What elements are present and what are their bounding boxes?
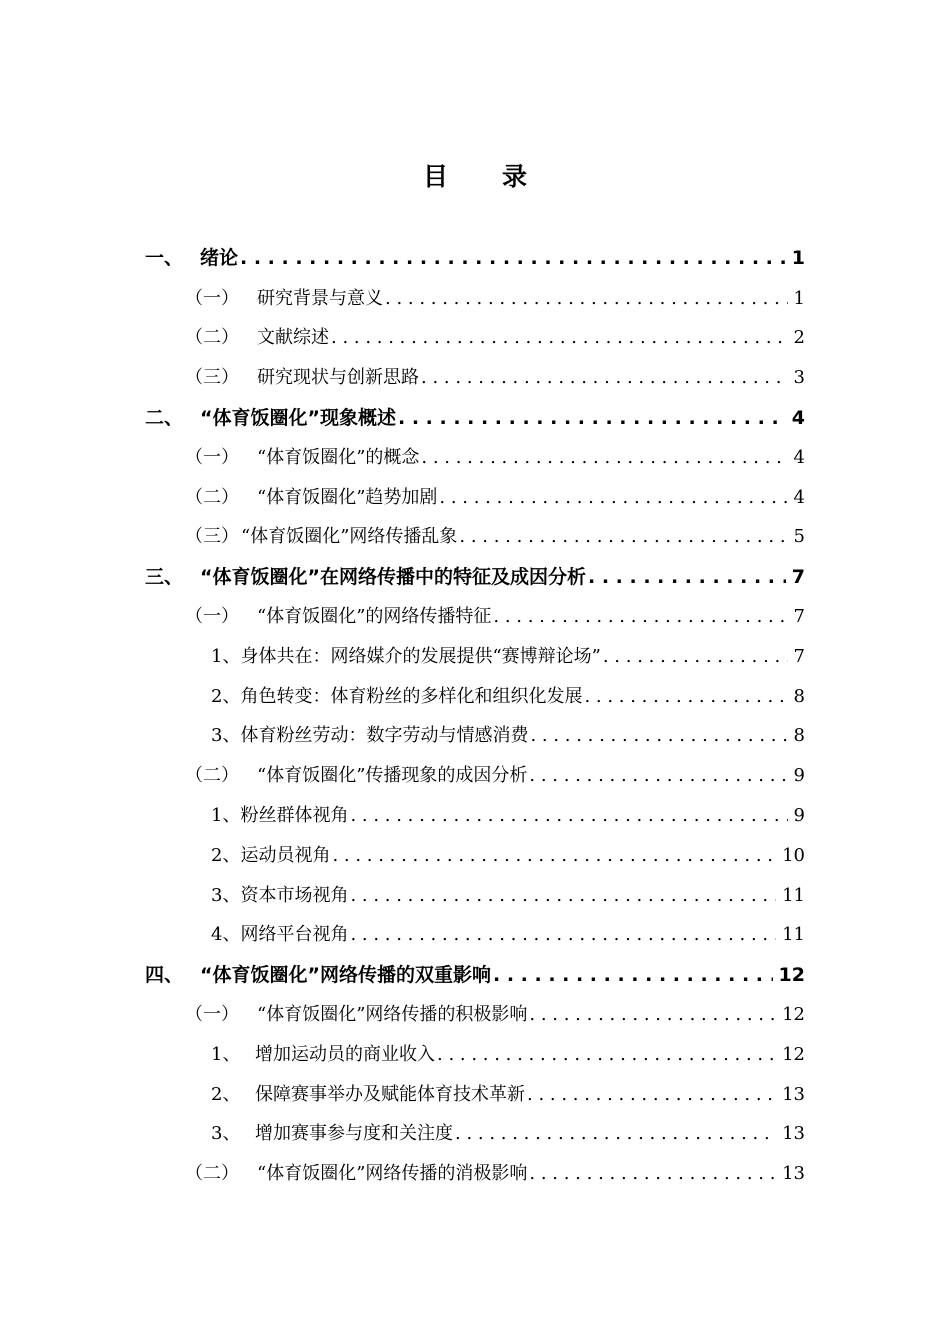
- toc-entry[interactable]: [0, 555, 950, 595]
- toc-entry-page-number: 8: [793, 725, 805, 747]
- toc-entry-page-number: 2: [793, 327, 805, 349]
- toc-entry-label: 增加运动员的商业收入: [255, 1043, 435, 1065]
- toc-entry-page-number: 8: [793, 685, 805, 707]
- toc-entry[interactable]: [0, 1073, 950, 1113]
- toc-entry-number: （一）: [185, 1004, 239, 1026]
- toc-dot-leader: [603, 646, 788, 667]
- toc-dot-leader: [493, 606, 787, 627]
- toc-entry-content: [185, 483, 805, 509]
- toc-dot-leader: [530, 725, 787, 746]
- toc-entry-label: 保障赛事举办及赋能体育技术革新: [255, 1083, 525, 1105]
- toc-entry[interactable]: [0, 1152, 950, 1192]
- toc-entry-label: 绪论: [200, 247, 239, 270]
- toc-entry-label: 研究现状与创新思路: [257, 367, 419, 389]
- toc-entry-number: 1、: [211, 1043, 241, 1065]
- toc-entry-page-number: 12: [778, 963, 805, 986]
- toc-dot-leader: [421, 367, 788, 388]
- toc-entry[interactable]: [0, 436, 950, 476]
- toc-entry[interactable]: [0, 317, 950, 357]
- toc-entry-label: 角色转变：体育粉丝的多样化和组织化发展: [240, 685, 583, 707]
- toc-entry[interactable]: [0, 277, 950, 317]
- toc-entry-label: 身体共在：网络媒介的发展提供“赛博辩论场”: [240, 645, 601, 667]
- toc-entry-content: [211, 841, 805, 867]
- toc-entry-number: （二）: [185, 765, 239, 787]
- toc-entry-content: [185, 443, 805, 469]
- toc-entry-label: “体育饭圈化”网络传播的双重影响: [200, 963, 491, 986]
- toc-entry[interactable]: [0, 1113, 950, 1153]
- toc-entry[interactable]: [0, 595, 950, 635]
- toc-dot-leader: [385, 288, 788, 309]
- toc-dot-leader: [584, 686, 787, 707]
- toc-entry-number: 2、: [211, 844, 241, 866]
- toc-dot-leader: [350, 885, 776, 906]
- toc-entry-number: 3、: [211, 1123, 241, 1145]
- toc-entry-page-number: 9: [793, 765, 805, 787]
- toc-dot-leader: [421, 447, 787, 468]
- toc-entry-label: 文献综述: [257, 327, 329, 349]
- toc-entry-content: [185, 363, 805, 389]
- toc-entry-content: [185, 1000, 805, 1026]
- toc-entry[interactable]: [0, 874, 950, 914]
- toc-entry[interactable]: [0, 993, 950, 1033]
- toc-title-part2: 录: [502, 162, 528, 191]
- toc-entry-number: 一、: [145, 247, 184, 270]
- toc-entry-page-number: 9: [793, 805, 805, 827]
- toc-entry-label: “体育饭圈化”传播现象的成因分析: [257, 765, 528, 787]
- toc-title-part1: 目: [422, 162, 448, 191]
- toc-entry-number: 2、: [211, 685, 241, 707]
- toc-entry[interactable]: [0, 396, 950, 436]
- toc-entry-page-number: 13: [782, 1123, 805, 1145]
- toc-entry[interactable]: [0, 516, 950, 556]
- toc-entry-page-number: 11: [782, 924, 805, 946]
- toc-entry-label: 资本市场视角: [240, 884, 349, 906]
- toc-entry[interactable]: [0, 914, 950, 954]
- toc-entry-content: [185, 602, 805, 628]
- toc-entry-number: （三）: [185, 526, 239, 548]
- toc-entry-number: （一）: [185, 446, 239, 468]
- toc-dot-leader: [350, 805, 787, 826]
- toc-entry-page-number: 13: [782, 1163, 805, 1185]
- toc-title: [0, 160, 950, 194]
- toc-entry-label: “体育饭圈化”网络传播乱象: [241, 526, 458, 548]
- toc-dot-leader: [588, 566, 786, 588]
- toc-entry[interactable]: [0, 356, 950, 396]
- toc-entry[interactable]: [0, 715, 950, 755]
- table-of-contents: [0, 237, 950, 1192]
- toc-entry-number: （一）: [185, 606, 239, 628]
- toc-entry-content: [211, 1080, 805, 1106]
- toc-entry-page-number: 5: [793, 526, 805, 548]
- toc-entry[interactable]: [0, 476, 950, 516]
- toc-entry-label: 增加赛事参与度和关注度: [255, 1123, 453, 1145]
- toc-entry-number: 3、: [211, 884, 241, 906]
- toc-entry-content: [145, 403, 805, 430]
- toc-entry-label: “体育饭圈化”的网络传播特征: [257, 606, 492, 628]
- toc-dot-leader: [240, 247, 786, 269]
- toc-entry-number: （二）: [185, 486, 239, 508]
- toc-entry[interactable]: [0, 1033, 950, 1073]
- toc-dot-leader: [437, 1044, 776, 1065]
- toc-entry-content: [185, 284, 805, 310]
- toc-entry[interactable]: [0, 754, 950, 794]
- toc-entry-label: “体育饭圈化”在网络传播中的特征及成因分析: [200, 565, 586, 588]
- toc-entry-page-number: 1: [793, 287, 805, 309]
- toc-dot-leader: [493, 964, 773, 986]
- toc-entry-content: [211, 920, 805, 946]
- toc-dot-leader: [331, 327, 788, 348]
- toc-entry-content: [211, 642, 805, 668]
- toc-dot-leader: [529, 1163, 776, 1184]
- toc-entry-content: [211, 1040, 805, 1066]
- toc-entry-content: [211, 801, 805, 827]
- toc-entry-label: 粉丝群体视角: [240, 805, 349, 827]
- toc-entry-page-number: 12: [782, 1043, 805, 1065]
- toc-entry-number: （二）: [185, 1163, 239, 1185]
- toc-entry-page-number: 1: [791, 247, 805, 270]
- toc-entry-content: [211, 721, 805, 747]
- toc-entry[interactable]: [0, 834, 950, 874]
- toc-entry-label: “体育饭圈化”网络传播的消极影响: [257, 1163, 528, 1185]
- toc-entry-label: 网络平台视角: [240, 924, 349, 946]
- toc-entry-number: （一）: [185, 287, 239, 309]
- toc-entry-label: 体育粉丝劳动：数字劳动与情感消费: [240, 725, 529, 747]
- toc-entry-page-number: 4: [791, 406, 805, 429]
- toc-entry[interactable]: [0, 794, 950, 834]
- toc-entry[interactable]: [0, 635, 950, 675]
- toc-entry-content: [145, 243, 805, 270]
- toc-entry-page-number: 10: [782, 844, 805, 866]
- toc-entry-page-number: 3: [793, 367, 805, 389]
- toc-entry-page-number: 7: [791, 565, 805, 588]
- toc-entry[interactable]: [0, 237, 950, 277]
- toc-entry-number: （二）: [185, 327, 239, 349]
- toc-entry-label: “体育饭圈化”的概念: [257, 446, 420, 468]
- toc-entry-label: “体育饭圈化”网络传播的积极影响: [257, 1004, 528, 1026]
- toc-entry-label: “体育饭圈化”趋势加剧: [257, 486, 438, 508]
- toc-entry-content: [145, 960, 805, 987]
- toc-entry[interactable]: [0, 953, 950, 993]
- toc-entry-content: [185, 761, 805, 787]
- toc-entry-label: 研究背景与意义: [257, 287, 383, 309]
- toc-dot-leader: [398, 407, 786, 429]
- toc-entry-page-number: 13: [782, 1083, 805, 1105]
- toc-entry-number: 2、: [211, 1083, 241, 1105]
- toc-entry-page-number: 11: [782, 884, 805, 906]
- toc-dot-leader: [529, 1004, 776, 1025]
- toc-dot-leader: [529, 765, 787, 786]
- toc-entry-number: 4、: [211, 924, 241, 946]
- toc-entry-number: 1、: [211, 645, 241, 667]
- toc-entry-number: （三）: [185, 367, 239, 389]
- toc-entry-content: [211, 682, 805, 708]
- toc-entry-number: 二、: [145, 406, 184, 429]
- toc-entry-label: 运动员视角: [240, 844, 331, 866]
- toc-entry-content: [185, 1159, 805, 1185]
- toc-entry-content: [211, 1119, 805, 1145]
- toc-entry-number: 三、: [145, 565, 184, 588]
- toc-entry-number: 1、: [211, 805, 241, 827]
- toc-dot-leader: [332, 845, 776, 866]
- toc-entry-content: [185, 522, 805, 548]
- toc-entry-content: [185, 323, 805, 349]
- toc-dot-leader: [527, 1084, 776, 1105]
- toc-entry-content: [211, 881, 805, 907]
- toc-dot-leader: [455, 1123, 776, 1144]
- toc-dot-leader: [459, 526, 787, 547]
- toc-entry-page-number: 7: [793, 645, 805, 667]
- toc-entry-label: “体育饭圈化”现象概述: [200, 406, 396, 429]
- toc-entry-page-number: 4: [793, 486, 805, 508]
- toc-entry[interactable]: [0, 675, 950, 715]
- toc-entry-content: [145, 562, 805, 589]
- toc-entry-page-number: 4: [793, 446, 805, 468]
- toc-entry-number: 3、: [211, 725, 241, 747]
- toc-entry-number: 四、: [145, 963, 184, 986]
- toc-dot-leader: [439, 487, 787, 508]
- toc-entry-page-number: 12: [782, 1004, 805, 1026]
- toc-dot-leader: [350, 924, 776, 945]
- toc-entry-page-number: 7: [793, 606, 805, 628]
